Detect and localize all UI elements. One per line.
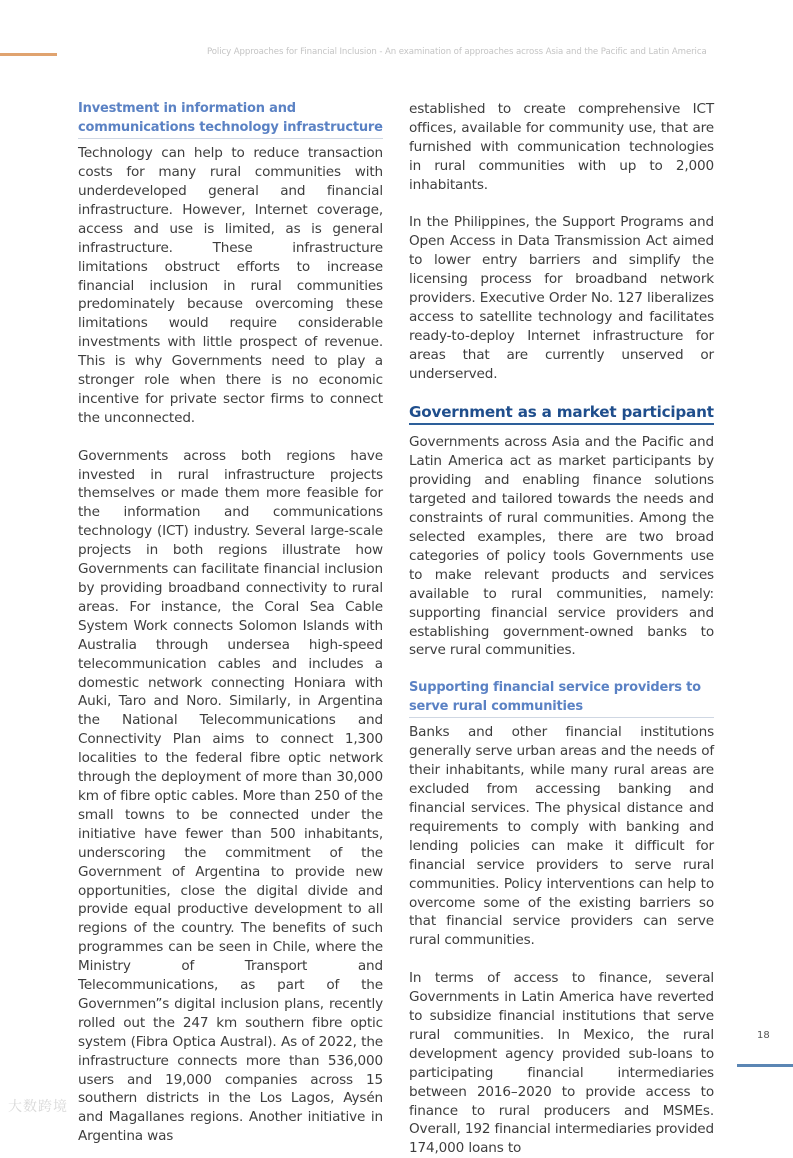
body-paragraph: established to create comprehensive ICT offices, available for community use, that are furnished with communication technologies in rural communities with up to 2,000 inhabitants.: [409, 101, 714, 193]
header-accent-bar: [0, 53, 57, 56]
body-paragraph: Governments across Asia and the Pacific and Latin America act as market participants by providing and enabling finance solutions targeted and tailored towards the needs and constraints of rural communities. Among the selected examples, there are two broad categories of policy tools Governments use to make relevant products and services available to rural communities, namely: supporting financial service providers and establishing government-owned banks to serve rural communities.: [409, 434, 714, 659]
body-paragraph: In the Philippines, the Support Programs and Open Access in Data Transmission Act aimed to lower entry barriers and simplify the licensing process for broadband network providers. Executive Order No. 127 liberalizes access to satellite technology and facilitates ready-to-deploy Internet infrastructure for areas that are currently unserved or underserved.: [409, 214, 714, 382]
left-column: [78, 100, 383, 1146]
right-column: [409, 100, 714, 1158]
body-paragraph: Technology can help to reduce transaction costs for many rural communities with underdeveloped general and financial infrastructure. However, Internet coverage, access and use is limited, as is general infrastructure. These infrastructure limitations obstruct efforts to increase financial inclusion in rural communities predominately because overcoming these limitations would require considerable investments with little prospect of revenue. This is why Governments need to play a stronger role when there is no economic incentive for private sector firms to connect the unconnected.: [78, 145, 383, 426]
body-paragraph: In terms of access to finance, several Governments in Latin America have reverted to subsidize financial institutions that serve rural communities. In Mexico, the rural development agency provided sub-loans to participating financial intermediaries between 2016–2020 to provide access to finance to rural producers and MSMEs. Overall, 192 financial intermediaries provided 174,000 loans to: [409, 970, 714, 1157]
section-heading-ict-infrastructure: Investment in information and communications technology infrastructure: [78, 100, 383, 139]
body-paragraph: Banks and other financial institutions generally serve urban areas and the needs of their inhabitants, while many rural areas are excluded from accessing banking and financial services. The physical distance and requirements to comply with banking and lending policies can make it difficult for financial service providers to serve rural communities. Policy interventions can help to overcome some of the existing barriers so that financial service providers can serve rural communities.: [409, 724, 714, 949]
footer-accent-bar: [737, 1064, 793, 1067]
section-heading-market-participant: Government as a market participant: [409, 402, 714, 425]
page-number: 18: [757, 1030, 770, 1041]
running-header-title: Policy Approaches for Financial Inclusion - An examination of approaches across Asia and the Pacific and Latin America: [207, 47, 707, 57]
body-paragraph: Governments across both regions have invested in rural infrastructure projects themselves or made them more feasible for the information and communications technology (ICT) industry. Several large-scale projects in both regions illustrate how Governments can facilitate financial inclusion by providing broadband connectivity to rural areas. For instance, the Coral Sea Cable System Work connects Solomon Islands with Australia through undersea high-speed telecommunication cables and includes a domestic network connecting Honiara with Auki, Taro and Noro. Similarly, in Argentina the National Telecommunications and Connectivity Plan aims to connect 1,300 localities to the federal fibre optic network through the deployment of more than 30,000 km of fibre optic cables. More than 250 of the small towns to be connected under the initiative have fewer than 500 inhabitants, underscoring the commitment of the Government of Argentina to provide new opportunities, close the digital divide and provide equal productive development to all regions of the country. The benefits of such programmes can be seen in Chile, where the Ministry of Transport and Telecommunications, as part of the Governmen”s digital inclusion plans, recently rolled out the 247 km southern fibre optic system (Fibra Optica Austral). As of 2022, the infrastructure connects more than 536,000 users and 19,000 companies across 15 southern districts in the Los Lagos, Aysén and Magallanes regions. Another initiative in Argentina was: [78, 447, 383, 1145]
subsection-heading-supporting-providers: Supporting financial service providers to serve rural communities: [409, 679, 714, 718]
watermark-logo: 大数跨境: [8, 1099, 68, 1115]
